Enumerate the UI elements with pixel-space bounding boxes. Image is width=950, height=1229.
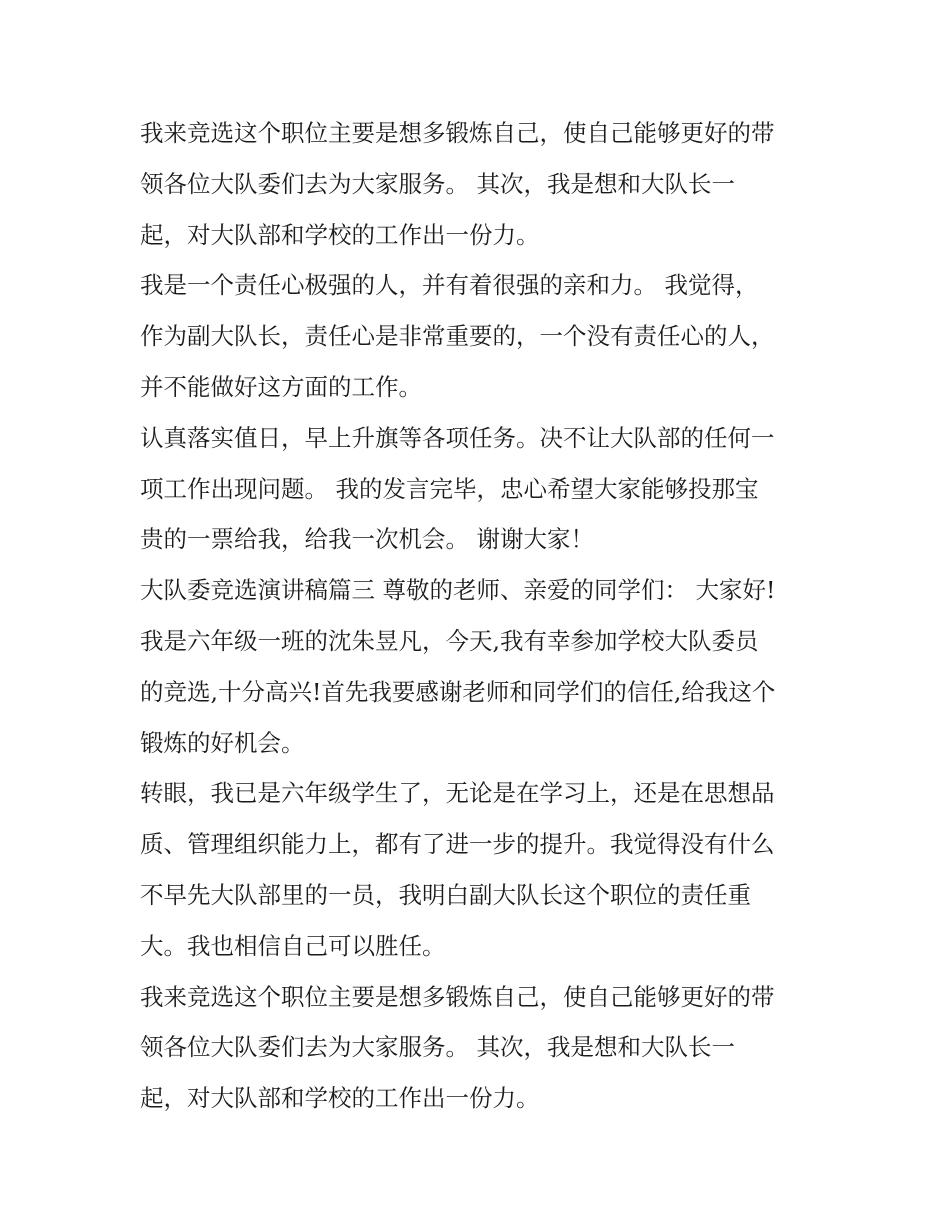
text-line: 锻炼的好机会。 [140, 728, 305, 757]
text-line: 领各位大队委们去为大家服务。 其次，我是想和大队长一 [140, 1033, 735, 1062]
text-line: 领各位大队委们去为大家服务。 其次，我是想和大队长一 [140, 169, 735, 198]
text-line: 我来竞选这个职位主要是想多锻炼自己，使自己能够更好的带 [140, 119, 775, 147]
text-line: 质、管理组织能力上，都有了进一步的提升。我觉得没有什么 [140, 830, 775, 859]
text-line: 作为副大队长，责任心是非常重要的，一个没有责任心的人， [140, 322, 775, 351]
text-line: 贵的一票给我，给我一次机会。 谢谢大家！ [140, 525, 594, 554]
text-line: 不早先大队部里的一员，我明白副大队长这个职位的责任重 [140, 880, 751, 909]
text-line: 起，对大队部和学校的工作出一份力。 [140, 220, 540, 249]
text-line: 我来竞选这个职位主要是想多锻炼自己，使自己能够更好的带 [140, 982, 775, 1011]
paragraph-3 [140, 413, 830, 565]
text-line: 转眼，我已是六年级学生了，无论是在学习上，还是在思想品 [140, 779, 775, 808]
text-line: 我是一个责任心极强的人，并有着很强的亲和力。 我觉得， [140, 271, 759, 300]
text-line: 项工作出现问题。 我的发言完毕，忠心希望大家能够投那宝 [140, 474, 759, 503]
document-body [140, 108, 830, 1124]
text-line: 起，对大队部和学校的工作出一份力。 [140, 1084, 540, 1113]
text-line: 并不能做好这方面的工作。 [140, 372, 422, 401]
text-line: 我是六年级一班的沈朱昱凡，今天,我有幸参加学校大队委员 [140, 626, 759, 655]
text-line: 大。我也相信自己可以胜任。 [140, 931, 446, 960]
text-line: 大队委竞选演讲稿篇三 尊敬的老师、亲爱的同学们： 大家好! [140, 576, 776, 605]
paragraph-2 [140, 260, 830, 412]
paragraph-4 [140, 565, 830, 768]
paragraph-6 [140, 972, 830, 1124]
text-line: 的竞选,十分高兴!首先我要感谢老师和同学们的信任,给我这个 [140, 677, 776, 706]
text-line: 认真落实值日，早上升旗等各项任务。决不让大队部的任何一 [140, 423, 775, 452]
paragraph-1 [140, 108, 830, 260]
paragraph-5 [140, 768, 830, 971]
